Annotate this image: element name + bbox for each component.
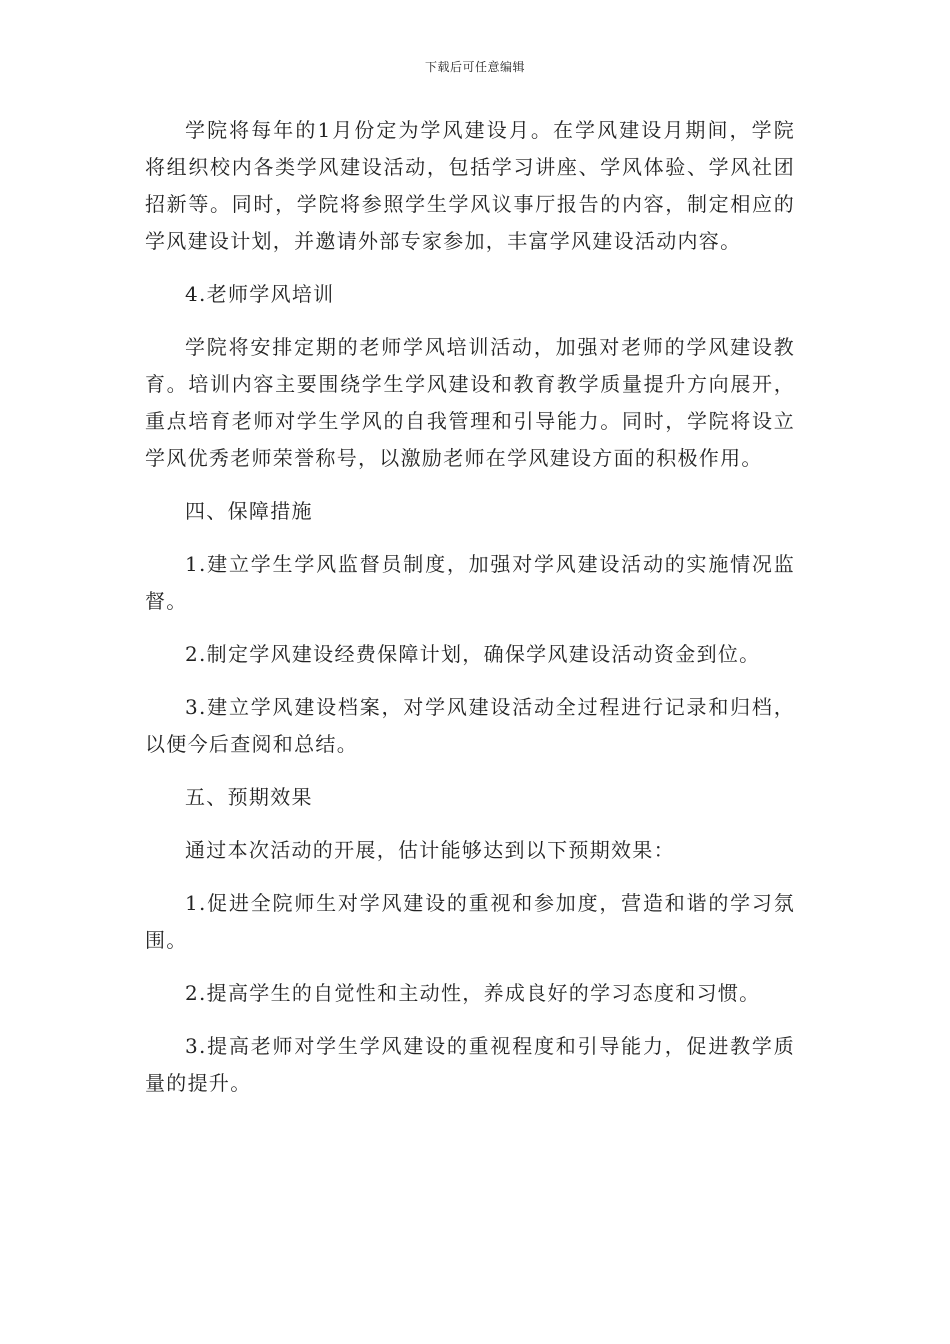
document-body <box>145 112 795 1118</box>
heading-expected-effects: 五、预期效果 <box>185 785 313 809</box>
paragraph-effect-2: 2.提高学生的自觉性和主动性，养成良好的学习态度和习惯。 <box>185 981 761 1005</box>
paragraph-safeguard-1: 1.建立学生学风监督员制度，加强对学风建设活动的实施情况监督。 <box>145 552 795 613</box>
paragraph-effects-intro: 通过本次活动的开展，估计能够达到以下预期效果： <box>185 838 675 862</box>
page-header: 下载后可任意编辑 <box>424 60 525 74</box>
heading-teacher-training: 4.老师学风培训 <box>185 282 335 306</box>
paragraph-safeguard-2: 2.制定学风建设经费保障计划，确保学风建设活动资金到位。 <box>185 642 761 666</box>
paragraph-effect-1: 1.促进全院师生对学风建设的重视和参加度，营造和谐的学习氛围。 <box>145 891 795 952</box>
paragraph-effect-3: 3.提高老师对学生学风建设的重视程度和引导能力，促进教学质量的提升。 <box>145 1034 795 1095</box>
paragraph-safeguard-3: 3.建立学风建设档案，对学风建设活动全过程进行记录和归档，以便今后查阅和总结。 <box>145 695 795 756</box>
paragraph-teacher-training: 学院将安排定期的老师学风培训活动，加强对老师的学风建设教育。培训内容主要围绕学生学风建设和教育教学质量提升方向展开，重点培育老师对学生学风的自我管理和引导能力。同时，学院将设立学风优秀老师荣誉称号，以激励老师在学风建设方面的积极作用。 <box>145 335 795 470</box>
paragraph-study-month: 学院将每年的1月份定为学风建设月。在学风建设月期间，学院将组织校内各类学风建设活动，包括学习讲座、学风体验、学风社团招新等。同时，学院将参照学生学风议事厅报告的内容，制定相应的学风建设计划，并邀请外部专家参加，丰富学风建设活动内容。 <box>145 118 795 253</box>
heading-safeguards: 四、保障措施 <box>185 499 313 523</box>
